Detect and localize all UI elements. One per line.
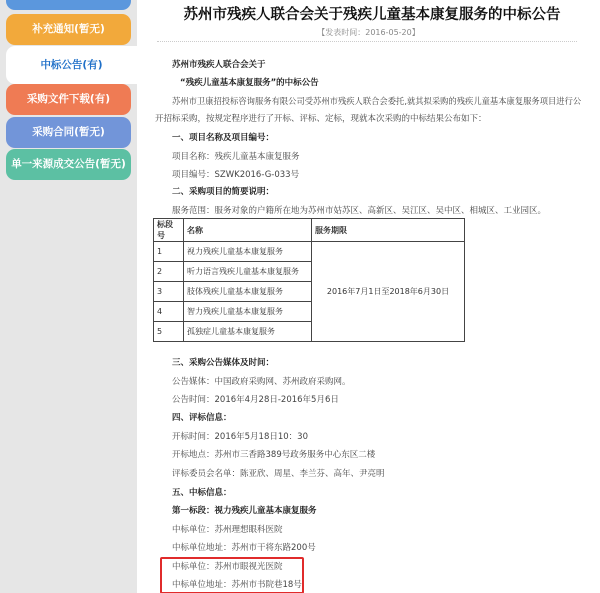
tab-single-source-notice[interactable]: 单一来源成交公告(暂无) bbox=[6, 149, 131, 180]
committee-list: 评标委员会名单：陈亚欣、周星、李兰芬、高年、尹亮明 bbox=[172, 469, 385, 479]
highlight-box bbox=[160, 557, 304, 593]
section-heading-5: 五、中标信息： bbox=[172, 488, 232, 498]
table-row: 3 肢体残疾儿童基本康复服务 bbox=[154, 282, 465, 302]
notice-subject: “残疾儿童基本康复服务”的中标公告 bbox=[180, 78, 319, 88]
table-header-period: 服务期限 bbox=[312, 219, 465, 242]
intro-line-2: 开招标采购，按规定程序进行了开标、评标、定标，现就本次采购的中标结果公布如下： bbox=[155, 114, 487, 124]
bid-open-time: 开标时间：2016年5月18日10：30 bbox=[172, 432, 308, 442]
table-row: 5 孤独症儿童基本康复服务 bbox=[154, 322, 465, 342]
table-header-name: 名称 bbox=[184, 219, 312, 242]
publish-period: 公告时间：2016年4月28日-2016年5月6日 bbox=[172, 395, 339, 405]
service-scope: 服务范围：服务对象的户籍所在地为苏州市姑苏区、高新区、吴江区、吴中区、相城区、工业园区。 bbox=[172, 206, 547, 216]
tab-award-notice[interactable]: 中标公告(有) bbox=[6, 46, 137, 84]
tab-procurement-docs-download[interactable]: 采购文件下载(有) bbox=[6, 84, 131, 115]
table-row: 1 视力残疾儿童基本康复服务 2016年7月1日至2018年6月30日 bbox=[154, 242, 465, 262]
project-number: 项目编号：SZWK2016-G-033号 bbox=[172, 170, 300, 180]
lot-1-heading: 第一标段：视力残疾儿童基本康复服务 bbox=[172, 506, 317, 516]
winner-2-address: 中标单位地址：苏州市书院巷18号 bbox=[172, 580, 302, 590]
intro-line-1: 苏州市卫康招投标咨询服务有限公司受苏州市残疾人联合会委托,就其拟采购的残疾儿童基本康复服务项目进行公 bbox=[172, 96, 582, 106]
sidebar-tab-top[interactable] bbox=[6, 0, 131, 10]
section-heading-2: 二、采购项目的简要说明： bbox=[172, 187, 275, 197]
tab-procurement-contract[interactable]: 采购合同(暂无) bbox=[6, 117, 131, 148]
project-name: 项目名称：残疾儿童基本康复服务 bbox=[172, 152, 300, 162]
page-title: 苏州市残疾人联合会关于残疾儿童基本康复服务的中标公告 bbox=[183, 7, 561, 23]
sidebar bbox=[0, 0, 137, 593]
section-heading-3: 三、采购公告媒体及时间： bbox=[172, 358, 275, 368]
winner-2-unit: 中标单位：苏州市眼视光医院 bbox=[172, 562, 283, 572]
bid-open-place: 开标地点：苏州市三香路389号政务服务中心东区二楼 bbox=[172, 450, 376, 460]
section-heading-1: 一、项目名称及项目编号： bbox=[172, 133, 275, 143]
table-row: 4 智力残疾儿童基本康复服务 bbox=[154, 302, 465, 322]
divider bbox=[157, 41, 577, 42]
publish-time: 【发表时间：2016-05-20】 bbox=[317, 28, 420, 37]
winner-1-address: 中标单位地址：苏州市干将东路200号 bbox=[172, 543, 316, 553]
publish-media: 公告媒体：中国政府采购网、苏州政府采购网。 bbox=[172, 377, 351, 387]
table-header-lot: 标段 号 bbox=[154, 219, 184, 242]
table-row: 2 听力语言残疾儿童基本康复服务 bbox=[154, 262, 465, 282]
service-period: 2016年7月1日至2018年6月30日 bbox=[312, 242, 465, 342]
notice-org: 苏州市残疾人联合会关于 bbox=[172, 60, 266, 70]
lots-table bbox=[153, 218, 465, 342]
section-heading-4: 四、评标信息： bbox=[172, 413, 232, 423]
tab-supplementary-notice[interactable]: 补充通知(暂无) bbox=[6, 14, 131, 45]
winner-1-unit: 中标单位：苏州理想眼科医院 bbox=[172, 525, 283, 535]
